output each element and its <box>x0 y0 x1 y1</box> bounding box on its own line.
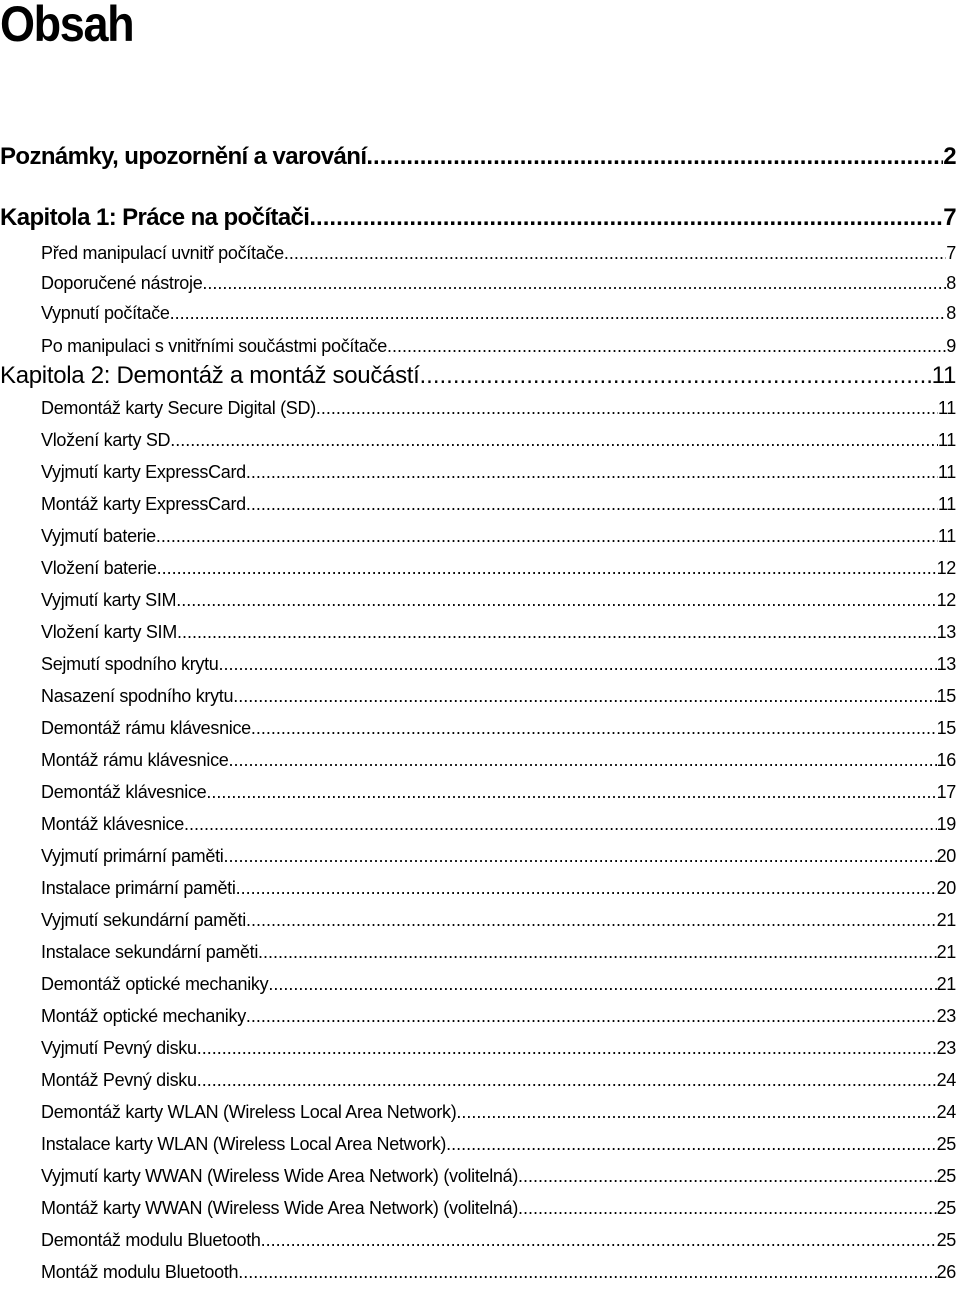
toc-subentry[interactable] <box>41 1260 956 1284</box>
toc-entry-page: 7 <box>943 204 956 231</box>
toc-entry-label: Kapitola 2: Demontáž a montáž součástí <box>0 362 420 389</box>
toc-entry-page: 24 <box>936 1102 956 1122</box>
toc-leader-dots <box>197 1068 937 1092</box>
toc-leader-dots <box>309 203 943 233</box>
toc-entry-label: Montáž klávesnice <box>41 814 184 834</box>
toc-leader-dots <box>258 940 937 964</box>
toc-entry-page: 21 <box>936 974 956 994</box>
toc-entry-label: Demontáž modulu Bluetooth <box>41 1230 261 1250</box>
toc-entry-label: Vyjmutí sekundární paměti <box>41 910 246 930</box>
toc-leader-dots <box>246 492 938 516</box>
toc-entry-page: 11 <box>937 430 956 450</box>
toc-entry-label: Vyjmutí primární paměti <box>41 846 224 866</box>
toc-entry-label: Nasazení spodního krytu <box>41 686 234 706</box>
toc-entry-label: Před manipulací uvnitř počítače <box>41 243 284 263</box>
toc-subentry[interactable] <box>41 588 956 612</box>
toc-entry-label: Montáž karty ExpressCard <box>41 494 246 514</box>
toc-leader-dots <box>170 301 947 325</box>
toc-leader-dots <box>238 1260 936 1284</box>
toc-subentry[interactable] <box>41 301 956 325</box>
toc-leader-dots <box>228 748 936 772</box>
toc-entry-page: 8 <box>946 273 956 293</box>
toc-subentry[interactable] <box>41 1068 956 1092</box>
toc-entry-label: Instalace primární paměti <box>41 878 236 898</box>
toc-entry-page: 2 <box>943 143 956 170</box>
toc-entry-label: Demontáž optické mechaniky <box>41 974 269 994</box>
toc-leader-dots <box>233 684 936 708</box>
toc-subentry[interactable] <box>41 844 956 868</box>
toc-subentry[interactable] <box>41 812 956 836</box>
toc-entry-page: 8 <box>946 303 956 323</box>
toc-entry-label: Instalace sekundární paměti <box>41 942 259 962</box>
toc-entry-label: Doporučené nástroje <box>41 273 203 293</box>
toc-entry-label: Vložení baterie <box>41 558 157 578</box>
toc-entry-page: 26 <box>936 1262 956 1282</box>
toc-entry-label: Vložení karty SD <box>41 430 171 450</box>
toc-subentry[interactable] <box>41 780 956 804</box>
toc-entry-label: Vyjmutí karty ExpressCard <box>41 462 246 482</box>
toc-entry-label: Demontáž rámu klávesnice <box>41 718 251 738</box>
toc-entry-page: 23 <box>936 1006 956 1026</box>
toc-leader-dots <box>316 396 938 420</box>
toc-entry-page: 15 <box>936 718 956 738</box>
toc-entry-page: 23 <box>936 1038 956 1058</box>
toc-entry-label: Demontáž klávesnice <box>41 782 207 802</box>
toc-subentry[interactable] <box>41 1196 956 1220</box>
toc-entry-page: 20 <box>936 846 956 866</box>
toc-subentry[interactable] <box>41 396 956 420</box>
toc-entry-page: 13 <box>936 622 956 642</box>
toc-subentry[interactable] <box>41 684 956 708</box>
toc-entry-page: 25 <box>936 1198 956 1218</box>
toc-entry-label: Instalace karty WLAN (Wireless Local Area Network) <box>41 1134 447 1154</box>
toc-subentry[interactable] <box>41 972 956 996</box>
toc-leader-dots <box>446 1132 936 1156</box>
toc-entry-page: 11 <box>937 398 956 418</box>
toc-entry-chapter-2[interactable] <box>0 361 956 391</box>
toc-leader-dots <box>157 556 937 580</box>
toc-entry-page: 15 <box>936 686 956 706</box>
toc-entry-page: 24 <box>936 1070 956 1090</box>
toc-subentry[interactable] <box>41 428 956 452</box>
toc-entry-notes[interactable] <box>0 142 956 172</box>
toc-entry-chapter-1[interactable] <box>0 203 956 233</box>
toc-subentry[interactable] <box>41 492 956 516</box>
toc-entry-label: Montáž rámu klávesnice <box>41 750 229 770</box>
toc-leader-dots <box>246 908 937 932</box>
toc-entry-label: Vyjmutí karty SIM <box>41 590 177 610</box>
toc-entry-label: Demontáž karty WLAN (Wireless Local Area Network) <box>41 1102 457 1122</box>
toc-subentry[interactable] <box>41 334 956 358</box>
toc-entry-page: 25 <box>936 1134 956 1154</box>
toc-subentry[interactable] <box>41 652 956 676</box>
toc-entry-label: Sejmutí spodního krytu <box>41 654 219 674</box>
toc-leader-dots <box>246 1004 937 1028</box>
toc-subentry[interactable] <box>41 1036 956 1060</box>
toc-entry-label: Kapitola 1: Práce na počítači <box>0 204 310 231</box>
toc-leader-dots <box>268 972 936 996</box>
toc-leader-dots <box>366 142 943 172</box>
toc-leader-dots <box>177 620 937 644</box>
toc-leader-dots <box>224 844 937 868</box>
page-title: Obsah <box>0 0 134 52</box>
toc-leader-dots <box>197 1036 937 1060</box>
toc-leader-dots <box>219 652 937 676</box>
toc-entry-label: Montáž modulu Bluetooth <box>41 1262 239 1282</box>
toc-subentry[interactable] <box>41 460 956 484</box>
toc-entry-label: Montáž karty WWAN (Wireless Wide Area Network) (volitelná) <box>41 1198 519 1218</box>
toc-entry-page: 21 <box>936 942 956 962</box>
toc-subentry[interactable] <box>41 1132 956 1156</box>
toc-entry-page: 25 <box>936 1166 956 1186</box>
toc-subentry[interactable] <box>41 556 956 580</box>
toc-leader-dots <box>518 1164 937 1188</box>
toc-subentry[interactable] <box>41 940 956 964</box>
toc-leader-dots <box>206 780 936 804</box>
toc-leader-dots <box>251 716 937 740</box>
toc-entry-page: 21 <box>936 910 956 930</box>
toc-leader-dots <box>518 1196 937 1220</box>
toc-entry-label: Vypnutí počítače <box>41 303 170 323</box>
toc-entry-page: 9 <box>946 336 956 356</box>
toc-entry-page: 12 <box>936 558 956 578</box>
toc-entry-page: 19 <box>936 814 956 834</box>
toc-leader-dots <box>202 271 946 295</box>
toc-subentry[interactable] <box>41 271 956 295</box>
toc-entry-label: Vyjmutí karty WWAN (Wireless Wide Area Network) (volitelná) <box>41 1166 519 1186</box>
toc-entry-page: 13 <box>936 654 956 674</box>
toc-leader-dots <box>236 876 937 900</box>
toc-entry-page: 20 <box>936 878 956 898</box>
toc-entry-page: 12 <box>936 590 956 610</box>
toc-subentry[interactable] <box>41 748 956 772</box>
toc-subentry[interactable] <box>41 1228 956 1252</box>
toc-entry-page: 17 <box>936 782 956 802</box>
toc-entry-label: Montáž optické mechaniky <box>41 1006 246 1026</box>
toc-leader-dots <box>184 812 937 836</box>
toc-subentry[interactable] <box>41 524 956 548</box>
toc-entry-page: 11 <box>937 494 956 514</box>
toc-entry-label: Demontáž karty Secure Digital (SD) <box>41 398 316 418</box>
toc-entry-page: 11 <box>937 462 956 482</box>
toc-subentry[interactable] <box>41 876 956 900</box>
toc-subentry[interactable] <box>41 908 956 932</box>
toc-leader-dots <box>170 428 938 452</box>
toc-entry-label: Vložení karty SIM <box>41 622 177 642</box>
toc-leader-dots <box>176 588 936 612</box>
toc-leader-dots <box>420 361 932 391</box>
toc-entry-label: Poznámky, upozornění a varování <box>0 143 367 170</box>
toc-entry-label: Po manipulaci s vnitřními součástmi počítače <box>41 336 387 356</box>
toc-subentry[interactable] <box>41 1100 956 1124</box>
toc-subentry[interactable] <box>41 1164 956 1188</box>
toc-subentry[interactable] <box>41 620 956 644</box>
toc-entry-label: Vyjmutí baterie <box>41 526 156 546</box>
toc-subentry[interactable] <box>41 241 956 265</box>
toc-entry-page: 25 <box>936 1230 956 1250</box>
toc-entry-page: 7 <box>946 243 956 263</box>
toc-leader-dots <box>387 334 946 358</box>
toc-subentry[interactable] <box>41 1004 956 1028</box>
toc-leader-dots <box>156 524 938 548</box>
toc-leader-dots <box>246 460 938 484</box>
toc-entry-label: Vyjmutí Pevný disku <box>41 1038 197 1058</box>
toc-entry-label: Montáž Pevný disku <box>41 1070 197 1090</box>
toc-subentry[interactable] <box>41 716 956 740</box>
toc-entry-page: 11 <box>931 362 956 389</box>
toc-leader-dots <box>284 241 946 265</box>
toc-entry-page: 11 <box>937 526 956 546</box>
toc-leader-dots <box>456 1100 936 1124</box>
toc-leader-dots <box>261 1228 937 1252</box>
toc-entry-page: 16 <box>936 750 956 770</box>
